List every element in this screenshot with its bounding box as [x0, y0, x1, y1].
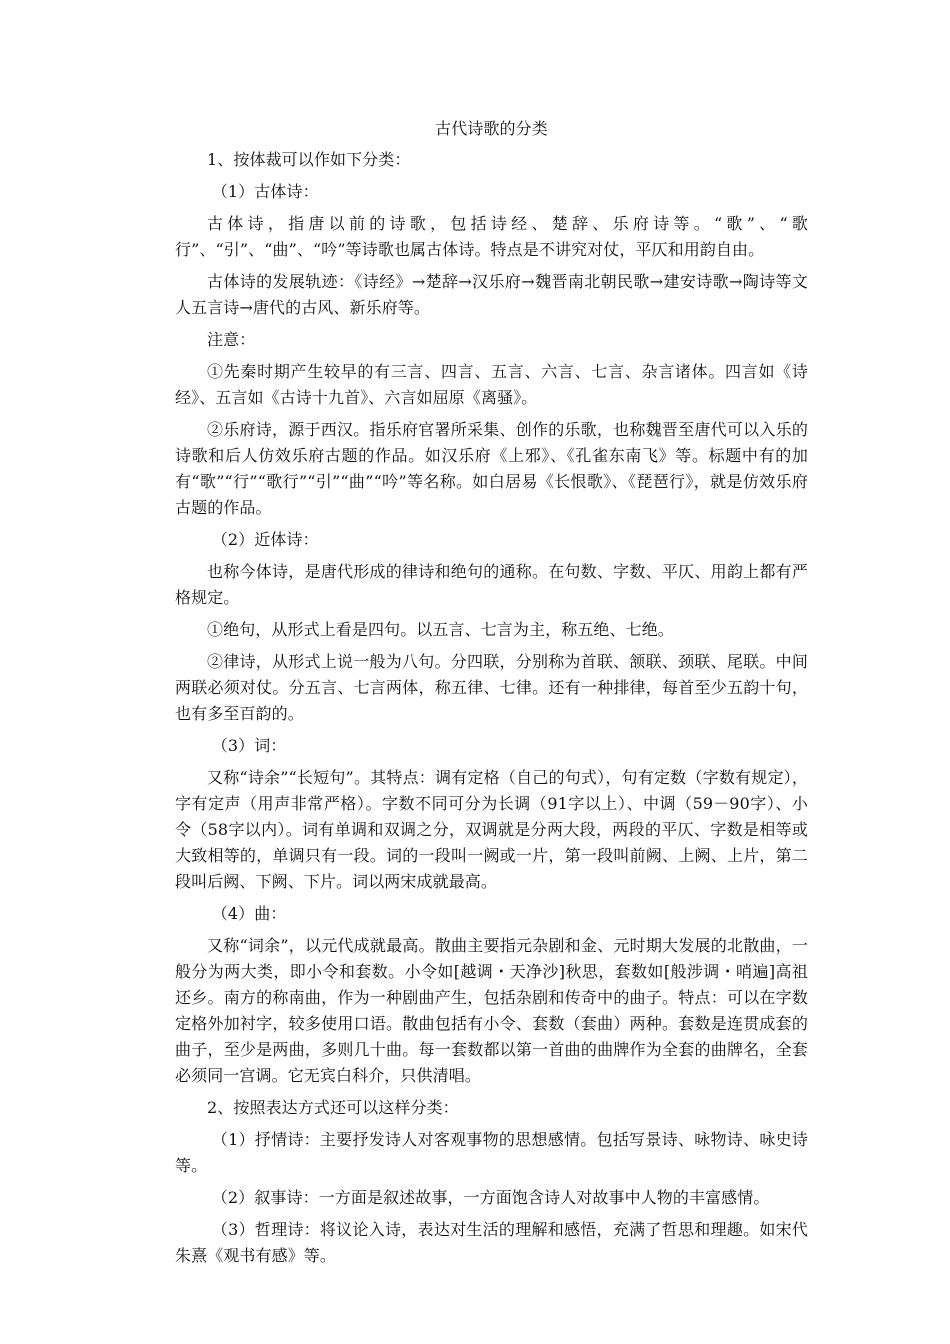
subsection-heading: （3）哲理诗：将议论入诗，表达对生活的理解和感悟，充满了哲思和理趣。如宋代朱熹《观书有感》等。: [175, 1220, 808, 1265]
subsection-heading: （1）古体诗：: [211, 182, 319, 201]
subsection-heading: （3）词：: [211, 736, 287, 755]
body-paragraph: 注意：: [207, 330, 256, 349]
subsection-heading: （2）近体诗：: [211, 530, 319, 549]
body-paragraph: ①绝句，从形式上看是四句。以五言、七言为主，称五绝、七绝。: [207, 620, 674, 639]
body-paragraph: 也称今体诗，是唐代形成的律诗和绝句的通称。在句数、字数、平仄、用韵上都有严格规定。: [175, 562, 808, 607]
subsection-heading: （2）叙事诗：一方面是叙述故事，一方面饱含诗人对故事中人物的丰富感情。: [211, 1188, 770, 1207]
document-body: [175, 116, 808, 1275]
body-paragraph: ②律诗，从形式上说一般为八句。分四联，分别称为首联、颔联、颈联、尾联。中间两联必须对仗。分五言、七言两体，称五律、七律。还有一种排律，每首至少五韵十句，也有多至百韵的。: [175, 652, 808, 723]
body-paragraph: ②乐府诗，源于西汉。指乐府官署所采集、创作的乐歌，也称魏晋至唐代可以入乐的诗歌和后人仿效乐府古题的作品。如汉乐府《上邪》、《孔雀东南飞》等。标题中有的加有“歌”“行”“歌行”“引”“曲”“吟”等名称。如白居易《长恨歌》、《琵琶行》，就是仿效乐府古题的作品。: [175, 420, 808, 517]
body-paragraph: 古体诗的发展轨迹：《诗经》→楚辞→汉乐府→魏晋南北朝民歌→建安诗歌→陶诗等文人五言诗→唐代的古风、新乐府等。: [175, 272, 808, 317]
subsection-heading: （4）曲：: [211, 904, 287, 923]
section-heading: 1、按体裁可以作如下分类：: [207, 150, 411, 169]
body-paragraph: 又称“诗余”“长短句”。其特点：调有定格（自己的句式），句有定数（字数有规定），字有定声（用声非常严格）。字数不同可分为长调（91字以上）、中调（59－90字）、小令（58字以内）。词有单调和双调之分，双调就是分两大段，两段的平仄、字数是相等或大致相等的，单调只有一段。词的一段叫一阙或一片，第一段叫前阙、上阙、上片，第二段叫后阙、下阙、下片。词以两宋成就最高。: [175, 768, 808, 891]
document-title: 古代诗歌的分类: [435, 119, 548, 138]
paragraph-list: [175, 147, 808, 1269]
body-paragraph: ①先秦时期产生较早的有三言、四言、五言、六言、七言、杂言诸体。四言如《诗经》、五言如《古诗十九首》、六言如屈原《离骚》。: [175, 362, 808, 407]
body-paragraph: 又称“词余”，以元代成就最高。散曲主要指元杂剧和金、元时期大发展的北散曲，一般分为两大类，即小令和套数。小令如[越调・天净沙]秋思，套数如[般涉调・哨遍]高祖还乡。南方的称南曲，作为一种剧曲产生，包括杂剧和传奇中的曲子。特点：可以在字数定格外加衬字，较多使用口语。散曲包括有小令、套数（套曲）两种。套数是连贯成套的曲子，至少是两曲，多则几十曲。每一套数都以第一首曲的曲牌作为全套的曲牌名，全套必须同一宫调。它无宾白科介，只供清唱。: [175, 936, 808, 1085]
subsection-heading: （1）抒情诗：主要抒发诗人对客观事物的思想感情。包括写景诗、咏物诗、咏史诗等。: [175, 1130, 808, 1175]
body-paragraph: 古体诗，指唐以前的诗歌，包括诗经、楚辞、乐府诗等。“歌”、“歌行”、“引”、“曲”、“吟”等诗歌也属古体诗。特点是不讲究对仗，平仄和用韵自由。: [175, 214, 808, 259]
section-heading: 2、按照表达方式还可以这样分类：: [207, 1098, 459, 1117]
